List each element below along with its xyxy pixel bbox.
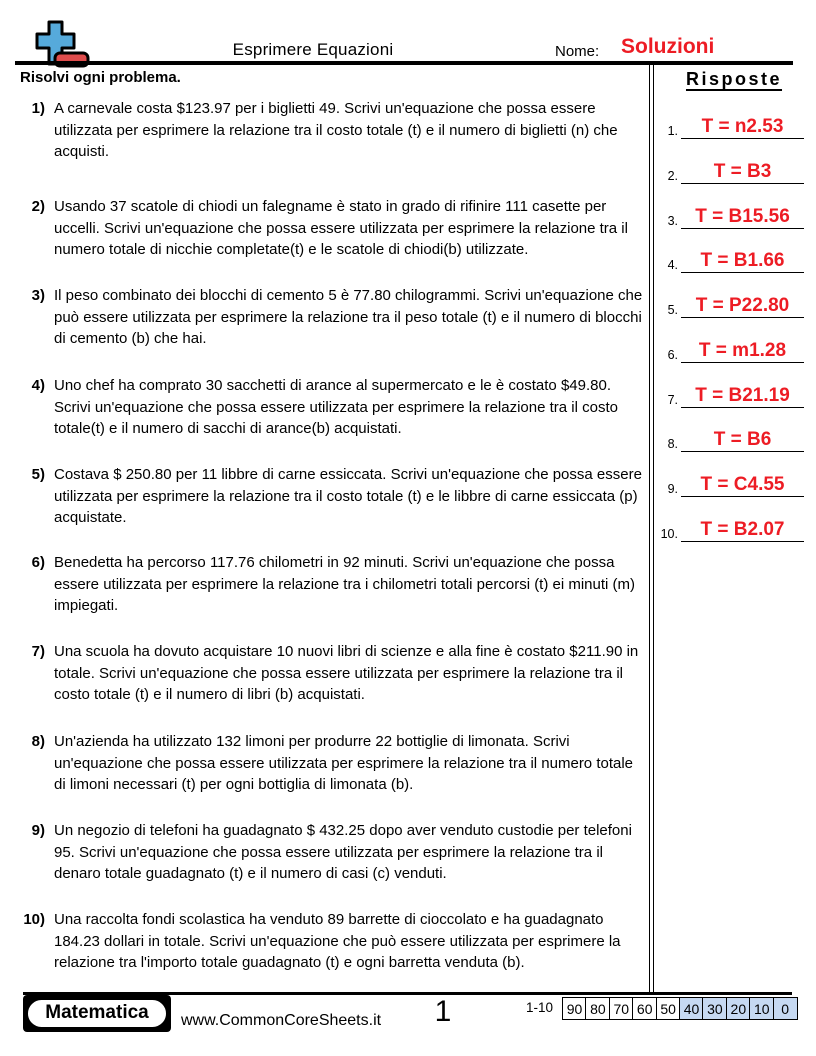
score-table [562, 997, 798, 1020]
answer-number: 6. [667, 348, 678, 362]
problem-text: Uno chef ha comprato 30 sacchetti di arance al supermercato e le è costato $49.80. Scrivi un'equazione che possa essere utilizzata per esprimere la relazione tra il costo totale(t) e il numero di sacchi di arance(b) acquistati. [54, 377, 618, 437]
answer-field [681, 207, 804, 229]
problem-text: Una scuola ha dovuto acquistare 10 nuovi libri di scienze e alla fine è costato $211.90 in totale. Scrivi un'equazione che possa essere utilizzata per esprimere la relazione tra il costo totale (t) e il numero di libri (b) acquistati. [54, 643, 639, 703]
header-divider [15, 61, 793, 65]
problem-number: 4) [31, 377, 45, 394]
answer-row [652, 381, 804, 408]
answer-field [681, 520, 804, 542]
problem-number: 3) [31, 287, 45, 304]
score-cell: 0 [773, 997, 798, 1020]
problem-text: Un'azienda ha utilizzato 132 limoni per produrre 22 bottiglie di limonata. Scrivi un'equazione che possa essere utilizzata per esprimere la relazione tra il numero totale di limoni necessari (t) per ogni bottiglia di limonata (b). [54, 733, 634, 793]
answer-number: 9. [667, 482, 678, 496]
score-cell: 70 [609, 997, 634, 1020]
problem-number: 10) [23, 911, 45, 928]
answer-value: T = C4.55 [700, 474, 785, 495]
problem-item [20, 641, 644, 706]
problem-number: 1) [31, 100, 45, 117]
problem-text: Una raccolta fondi scolastica ha venduto 89 barrette di cioccolato e ha guadagnato 184.23 dollari in totale. Scrivi un'equazione che può essere utilizzata per esprimere la relazione tra l'importo totale guadagnato (t) e ogni barretta venduta (b). [54, 911, 621, 971]
answer-row [652, 291, 804, 318]
answer-field [681, 117, 804, 139]
problem-item [20, 375, 644, 440]
problem-number: 7) [31, 643, 45, 660]
problem-text: A carnevale costa $123.97 per i biglietti 49. Scrivi un'equazione che possa essere utilizzata per esprimere la relazione tra il costo totale (t) e il numero di biglietti (n) che acquisti. [54, 100, 618, 160]
page-number: 1 [434, 995, 452, 1028]
problem-number: 2) [31, 198, 45, 215]
answer-row [652, 336, 804, 363]
problem-number: 6) [31, 554, 45, 571]
answer-value: T = B1.66 [700, 250, 785, 271]
answer-value: T = n2.53 [701, 116, 784, 137]
score-cell: 80 [585, 997, 610, 1020]
problem-item [20, 552, 644, 617]
answer-row [652, 112, 804, 139]
score-cell: 40 [679, 997, 704, 1020]
score-cell: 30 [702, 997, 727, 1020]
score-cell: 10 [749, 997, 774, 1020]
answer-row [652, 157, 804, 184]
answer-value: T = B3 [713, 161, 772, 182]
problem-item [20, 909, 644, 974]
answer-number: 4. [667, 258, 678, 272]
answer-row [652, 425, 804, 452]
problem-text: Un negozio di telefoni ha guadagnato $ 432.25 dopo aver venduto custodie per telefoni 95. Scrivi un'equazione che possa essere utilizzata per esprimere la relazione tra il denaro totale guadagnato (t) e il numero di casi (c) venduti. [54, 822, 632, 882]
problem-item [20, 285, 644, 350]
answer-field [681, 162, 804, 184]
answer-field [681, 430, 804, 452]
problem-text: Usando 37 scatole di chiodi un falegname è stato in grado di rifinire 111 casette per uccelli. Scrivi un'equazione che possa essere utilizzata per esprimere la relazione tra il numero totale di nicchie completate(t) e le scatole di chiodi(b) utilizzate. [54, 198, 628, 258]
problem-item [20, 98, 644, 163]
problem-text: Costava $ 250.80 per 11 libbre di carne essiccata. Scrivi un'equazione che possa essere utilizzata per esprimere la relazione tra il costo totale (t) e le libbre di carne essiccata (p) acquistate. [54, 466, 642, 526]
problem-number: 9) [31, 822, 45, 839]
problem-item [20, 820, 644, 885]
answer-number: 5. [667, 303, 678, 317]
score-cell: 90 [562, 997, 587, 1020]
score-range-label: 1-10 [526, 1000, 554, 1015]
answer-number: 8. [667, 437, 678, 451]
problem-text: Il peso combinato dei blocchi di cemento 5 è 77.80 chilogrammi. Scrivi un'equazione che può essere utilizzata per esprimere la relazione tra il peso totale (t) e il numero di blocchi di cemento (b) che hai. [54, 287, 643, 347]
name-label: Nome: [555, 43, 600, 60]
problem-item [20, 731, 644, 796]
score-cell: 60 [632, 997, 657, 1020]
answer-value: T = P22.80 [695, 295, 790, 316]
answer-field [681, 296, 804, 318]
answer-value: T = B21.19 [695, 385, 790, 406]
answer-row [652, 202, 804, 229]
answers-heading: Risposte [685, 69, 783, 89]
page-title: Esprimere Equazioni [232, 40, 394, 59]
answer-row [652, 515, 804, 542]
score-cell: 20 [726, 997, 751, 1020]
answer-value: T = m1.28 [698, 340, 787, 361]
answer-field [681, 475, 804, 497]
instructions-text: Risolvi ogni problema. [20, 69, 181, 86]
problem-number: 5) [31, 466, 45, 483]
score-cell: 50 [656, 997, 681, 1020]
brand-label: Matematica [27, 999, 167, 1028]
answer-number: 10. [660, 527, 678, 541]
answer-field [681, 251, 804, 273]
problem-item [20, 464, 644, 529]
answer-value: T = B15.56 [695, 206, 790, 227]
answer-row [652, 246, 804, 273]
problem-item [20, 196, 644, 261]
answer-number: 7. [667, 393, 678, 407]
answer-value: T = B6 [713, 429, 772, 450]
answer-number: 3. [667, 214, 678, 228]
answer-number: 1. [667, 124, 678, 138]
problem-text: Benedetta ha percorso 117.76 chilometri in 92 minuti. Scrivi un'equazione che possa essere utilizzata per esprimere la relazione tra i chilometri totali percorsi (t) ei minuti (m) impiegati. [54, 554, 636, 614]
brand-badge [23, 995, 171, 1032]
answer-field [681, 386, 804, 408]
name-value-solutions: Soluzioni [621, 35, 715, 58]
answer-value: T = B2.07 [700, 519, 785, 540]
website-url: www.CommonCoreSheets.it [181, 1012, 382, 1029]
answer-row [652, 470, 804, 497]
problem-number: 8) [31, 733, 45, 750]
answer-field [681, 341, 804, 363]
answer-number: 2. [667, 169, 678, 183]
